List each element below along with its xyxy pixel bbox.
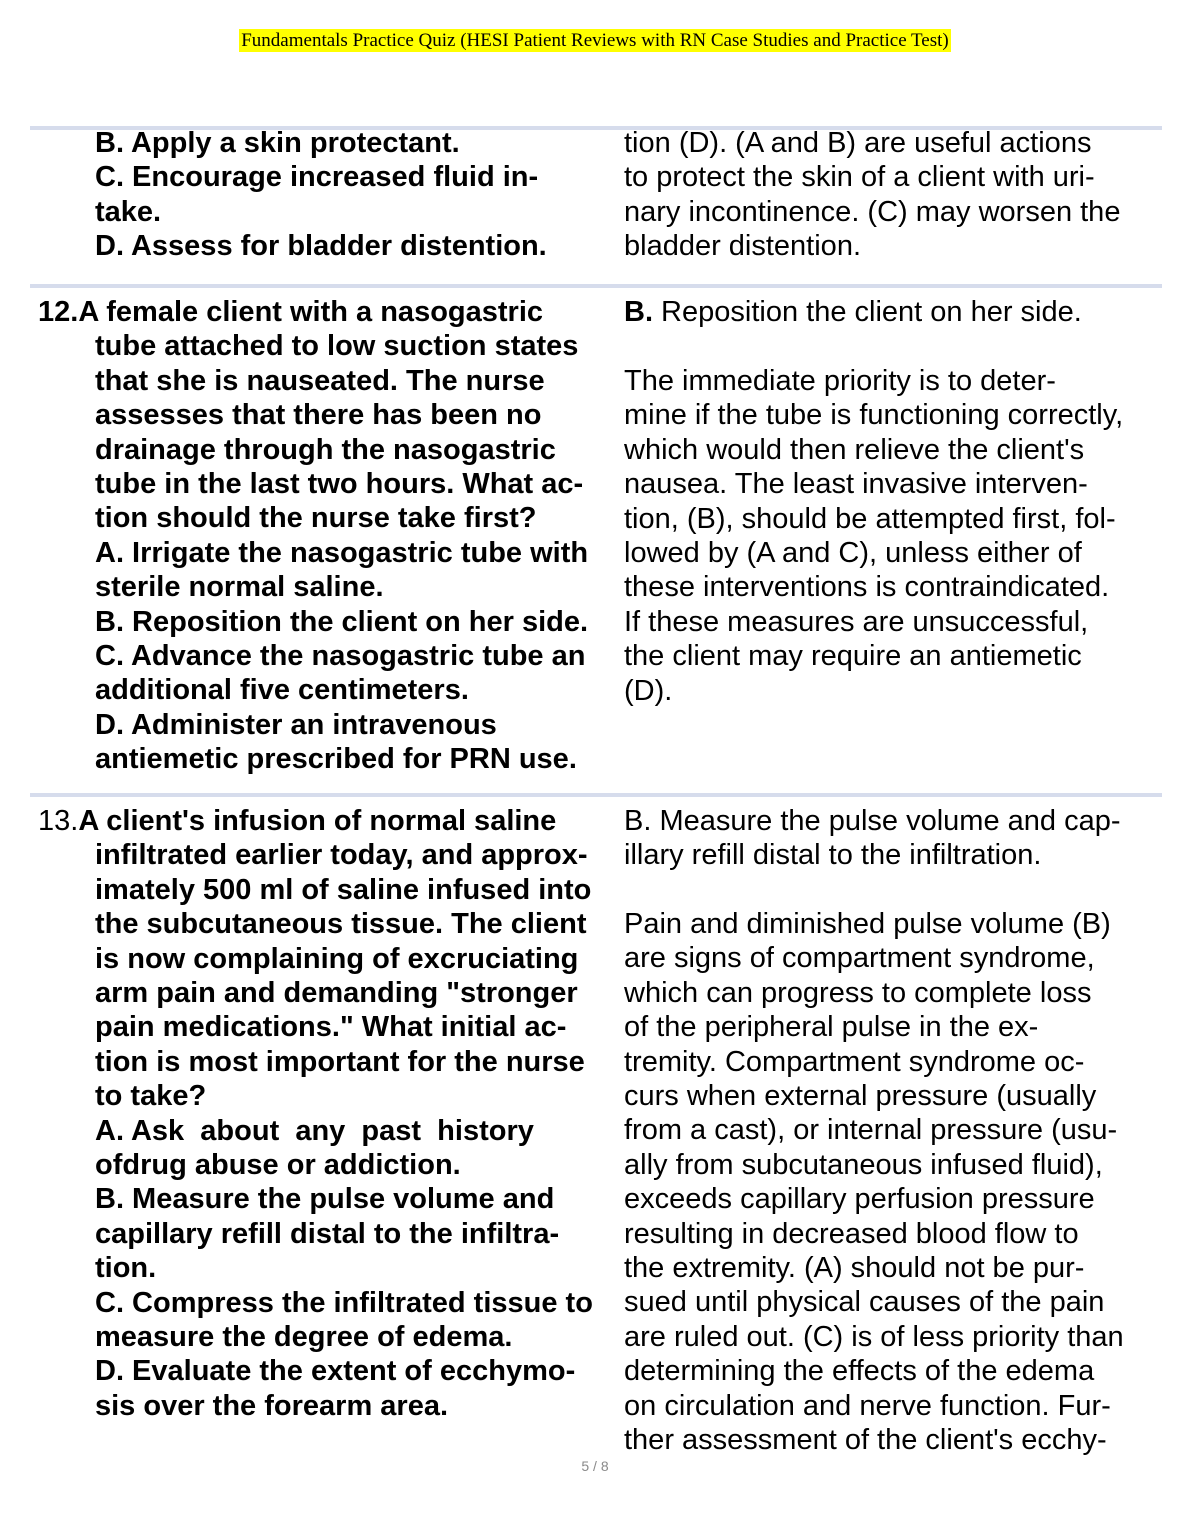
answer-letter: B. [624, 296, 653, 328]
answer-13 [624, 804, 1121, 873]
rationale-line: on circulation and nerve function. Fur- [624, 1389, 1111, 1422]
answer-line: illary refill distal to the infiltration. [624, 839, 1042, 872]
rationale-line: If these measures are unsuccessful, [624, 605, 1089, 638]
rationale-line: curs when external pressure (usually [624, 1080, 1097, 1113]
rationale-13 [624, 907, 1124, 1458]
rationale-line: nausea. The least invasive interven- [624, 468, 1088, 501]
question-line: is now complaining of excruciating [95, 942, 579, 975]
page-number: 5 / 8 [581, 1458, 609, 1474]
rationale-line: nary incontinence. (C) may worsen the [624, 195, 1121, 228]
rationale-line: tion (D). (A and B) are useful actions [624, 127, 1092, 159]
question-12-body [95, 329, 588, 776]
rationale-line: Pain and diminished pulse volume (B) [624, 908, 1111, 940]
option-line: sis over the forearm area. [95, 1389, 449, 1422]
question-line: the subcutaneous tissue. The client [95, 908, 587, 941]
question-line: C. Encourage increased fluid in- [95, 161, 539, 194]
option-line: D. Administer an intravenous [95, 708, 497, 741]
question-line: D. Assess for bladder distention. [95, 230, 547, 263]
document-title: Fundamentals Practice Quiz (HESI Patient Reviews with RN Case Studies and Practice Test) [241, 30, 949, 51]
question-line: arm pain and demanding "stronger [95, 977, 578, 1010]
question-number: 12. [38, 296, 79, 328]
question-13-body [95, 838, 593, 1423]
option-line: additional five centimeters. [95, 674, 469, 707]
option-line: antiemetic prescribed for PRN use. [95, 743, 577, 776]
rationale-line: are ruled out. (C) is of less priority than [624, 1320, 1124, 1353]
option-line: B. Reposition the client on her side. [95, 605, 589, 638]
question-line: drainage through the nasogastric [95, 433, 556, 466]
rationale-line: the client may require an antiemetic [624, 640, 1082, 673]
option-line: C. Advance the nasogastric tube an [95, 640, 586, 673]
answer-text: Reposition the client on her side. [653, 296, 1082, 328]
rationale-line: determining the effects of the edema [624, 1355, 1095, 1388]
option-line: ofdrug abuse or addiction. [95, 1149, 461, 1182]
question-line: infiltrated earlier today, and approx- [95, 839, 588, 872]
question-number: 13. [38, 805, 79, 837]
rationale-12 [624, 364, 1123, 708]
question-line: tube in the last two hours. What ac- [95, 468, 584, 501]
page-header [0, 30, 1190, 52]
question-stem-first: A client's infusion of normal saline [78, 805, 557, 837]
answer-12 [624, 295, 1082, 329]
option-line: tion. [95, 1252, 157, 1285]
rationale-line: lowed by (A and C), unless either of [624, 537, 1082, 570]
rationale-line: resulting in decreased blood flow to [624, 1217, 1079, 1250]
question-line: take. [95, 195, 162, 228]
question-11-options [95, 126, 547, 264]
question-13-number-line [38, 804, 556, 838]
row-divider [30, 284, 1162, 288]
option-line: B. Measure the pulse volume and [95, 1183, 555, 1216]
option-line: A. Irrigate the nasogastric tube with [95, 536, 589, 569]
rationale-line: bladder distention. [624, 230, 861, 263]
rationale-line: from a cast), or internal pressure (usu- [624, 1114, 1118, 1147]
question-line: tube attached to low suction states [95, 330, 579, 363]
question-line: to take? [95, 1080, 207, 1113]
rationale-line: are signs of compartment syndrome, [624, 942, 1095, 975]
rationale-line: ally from subcutaneous infused fluid), [624, 1148, 1103, 1181]
rationale-line: tremity. Compartment syndrome oc- [624, 1045, 1085, 1078]
question-line: that she is nauseated. The nurse [95, 364, 545, 397]
rationale-line: ther assessment of the client's ecchy- [624, 1424, 1107, 1457]
question-line: B. Apply a skin protectant. [95, 127, 460, 159]
option-line: A. Ask about any past history [95, 1114, 534, 1147]
rationale-line: which would then relieve the client's [624, 433, 1085, 466]
rationale-line: the extremity. (A) should not be pur- [624, 1252, 1085, 1285]
option-line: sterile normal saline. [95, 571, 384, 604]
answer-11-rationale [624, 126, 1120, 264]
question-12-number-line [38, 295, 543, 329]
rationale-line: to protect the skin of a client with uri- [624, 161, 1095, 194]
answer-line: B. Measure the pulse volume and cap- [624, 805, 1121, 837]
rationale-line: The immediate priority is to deter- [624, 365, 1056, 397]
rationale-line: of the peripheral pulse in the ex- [624, 1011, 1039, 1044]
row-divider [30, 793, 1162, 797]
option-line: D. Evaluate the extent of ecchymo- [95, 1355, 576, 1388]
rationale-line: sued until physical causes of the pain [624, 1286, 1105, 1319]
question-line: assesses that there has been no [95, 399, 542, 432]
option-line: C. Compress the infiltrated tissue to [95, 1286, 593, 1319]
rationale-line: mine if the tube is functioning correctly, [624, 399, 1124, 432]
rationale-line: which can progress to complete loss [624, 976, 1092, 1009]
question-line: tion should the nurse take first? [95, 502, 537, 535]
rationale-line: tion, (B), should be attempted first, fol- [624, 502, 1116, 535]
option-line: capillary refill distal to the infiltra- [95, 1217, 560, 1250]
rationale-line: these interventions is contraindicated. [624, 571, 1110, 604]
question-line: imately 500 ml of saline infused into [95, 873, 592, 906]
question-line: tion is most important for the nurse [95, 1045, 585, 1078]
question-stem-first: A female client with a nasogastric [78, 296, 544, 328]
option-line: measure the degree of edema. [95, 1321, 513, 1354]
rationale-line: (D). [624, 674, 673, 707]
question-line: pain medications." What initial ac- [95, 1011, 567, 1044]
rationale-line: exceeds capillary perfusion pressure [624, 1183, 1095, 1216]
